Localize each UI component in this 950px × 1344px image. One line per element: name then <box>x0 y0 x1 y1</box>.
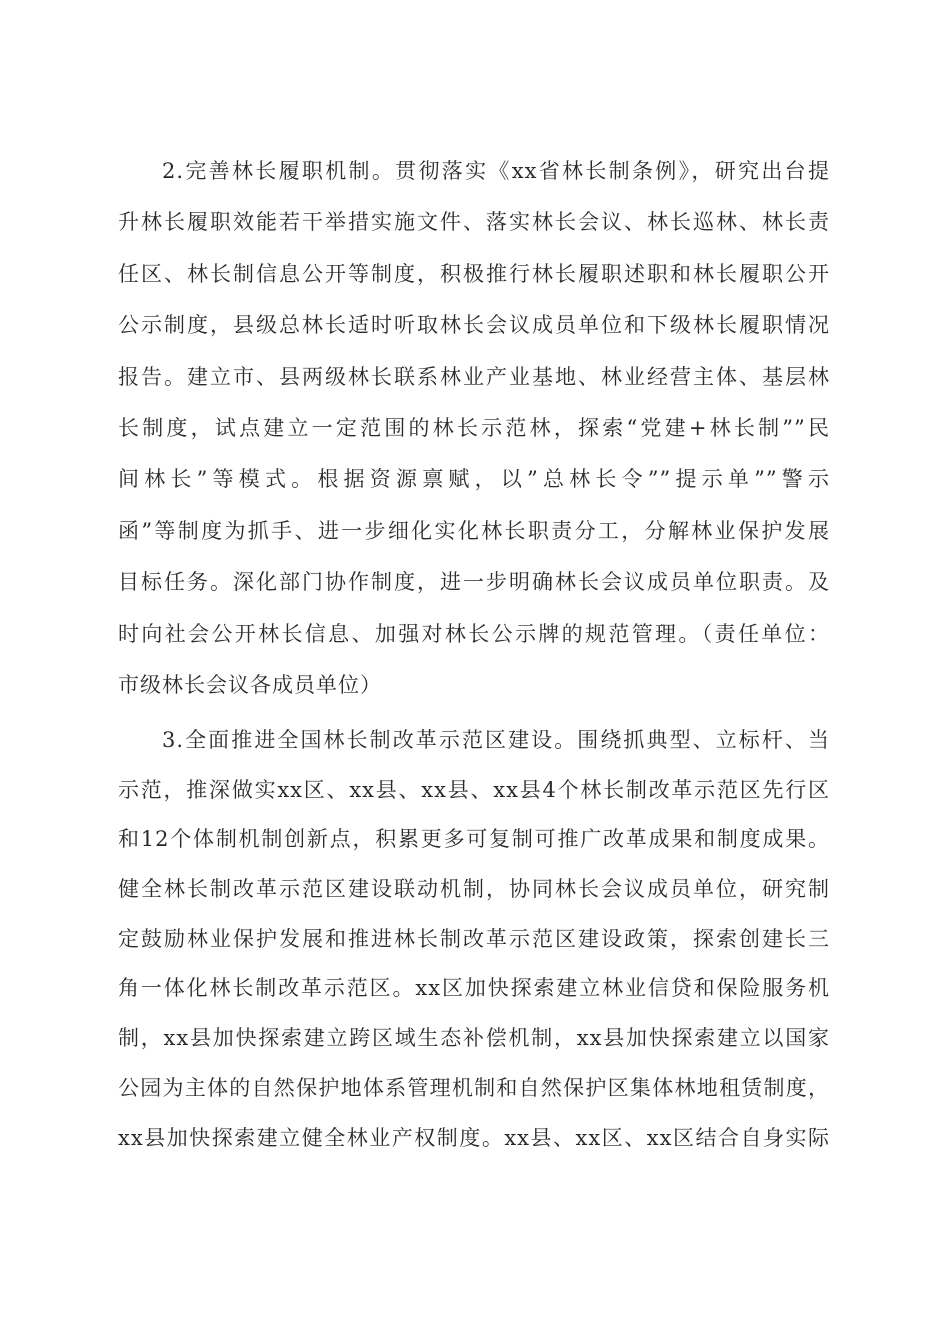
text-line: 目标任务。深化部门协作制度，进一步明确林长会议成员单位职责。及 <box>118 570 830 595</box>
text-line: 升林长履职效能若干举措实施文件、落实林长会议、林长巡林、林长责 <box>118 210 830 235</box>
text-line: 和12个体制机制创新点，积累更多可复制可推广改革成果和制度成果。 <box>118 827 830 852</box>
text-line: 时向社会公开林长信息、加强对林长公示牌的规范管理。（责任单位： <box>118 621 830 646</box>
text-line: 报告。建立市、县两级林长联系林业产业基地、林业经营主体、基层林 <box>118 364 830 389</box>
text-line: 长制度，试点建立一定范围的林长示范林，探索“党建+林长制””民 <box>118 415 830 440</box>
text-line: 函”等制度为抓手、进一步细化实化林长职责分工，分解林业保护发展 <box>118 518 830 543</box>
paragraph-3 <box>118 726 830 1173</box>
text-line: 健全林长制改革示范区建设联动机制，协同林长会议成员单位，研究制 <box>118 877 830 902</box>
text-line: 3.全面推进全国林长制改革示范区建设。围绕抓典型、立标杆、当 <box>162 728 830 752</box>
paragraph-2 <box>118 157 830 722</box>
text-line: 制，xx县加快探索建立跨区域生态补偿机制，xx县加快探索建立以国家 <box>118 1026 830 1051</box>
text-line: 2.完善林长履职机制。贯彻落实《xx省林长制条例》，研究出台提 <box>162 159 830 183</box>
text-line: 公园为主体的自然保护地体系管理机制和自然保护区集体林地租赁制度， <box>118 1075 830 1100</box>
text-line: 公示制度，县级总林长适时听取林长会议成员单位和下级林长履职情况 <box>118 313 830 338</box>
text-line: 角一体化林长制改革示范区。xx区加快探索建立林业信贷和保险服务机 <box>118 976 830 1001</box>
text-line: 任区、林长制信息公开等制度，积极推行林长履职述职和林长履职公开 <box>118 261 830 286</box>
text-line: 市级林长会议各成员单位） <box>118 672 382 697</box>
text-line: 间林长”等模式。根据资源禀赋，以”总林长令””提示单””警示 <box>118 467 830 492</box>
text-line: xx县加快探索建立健全林业产权制度。xx县、xx区、xx区结合自身实际 <box>118 1125 830 1150</box>
text-line: 定鼓励林业保护发展和推进林长制改革示范区建设政策，探索创建长三 <box>118 926 830 951</box>
text-line: 示范，推深做实xx区、xx县、xx县、xx县4个林长制改革示范区先行区 <box>118 777 830 802</box>
